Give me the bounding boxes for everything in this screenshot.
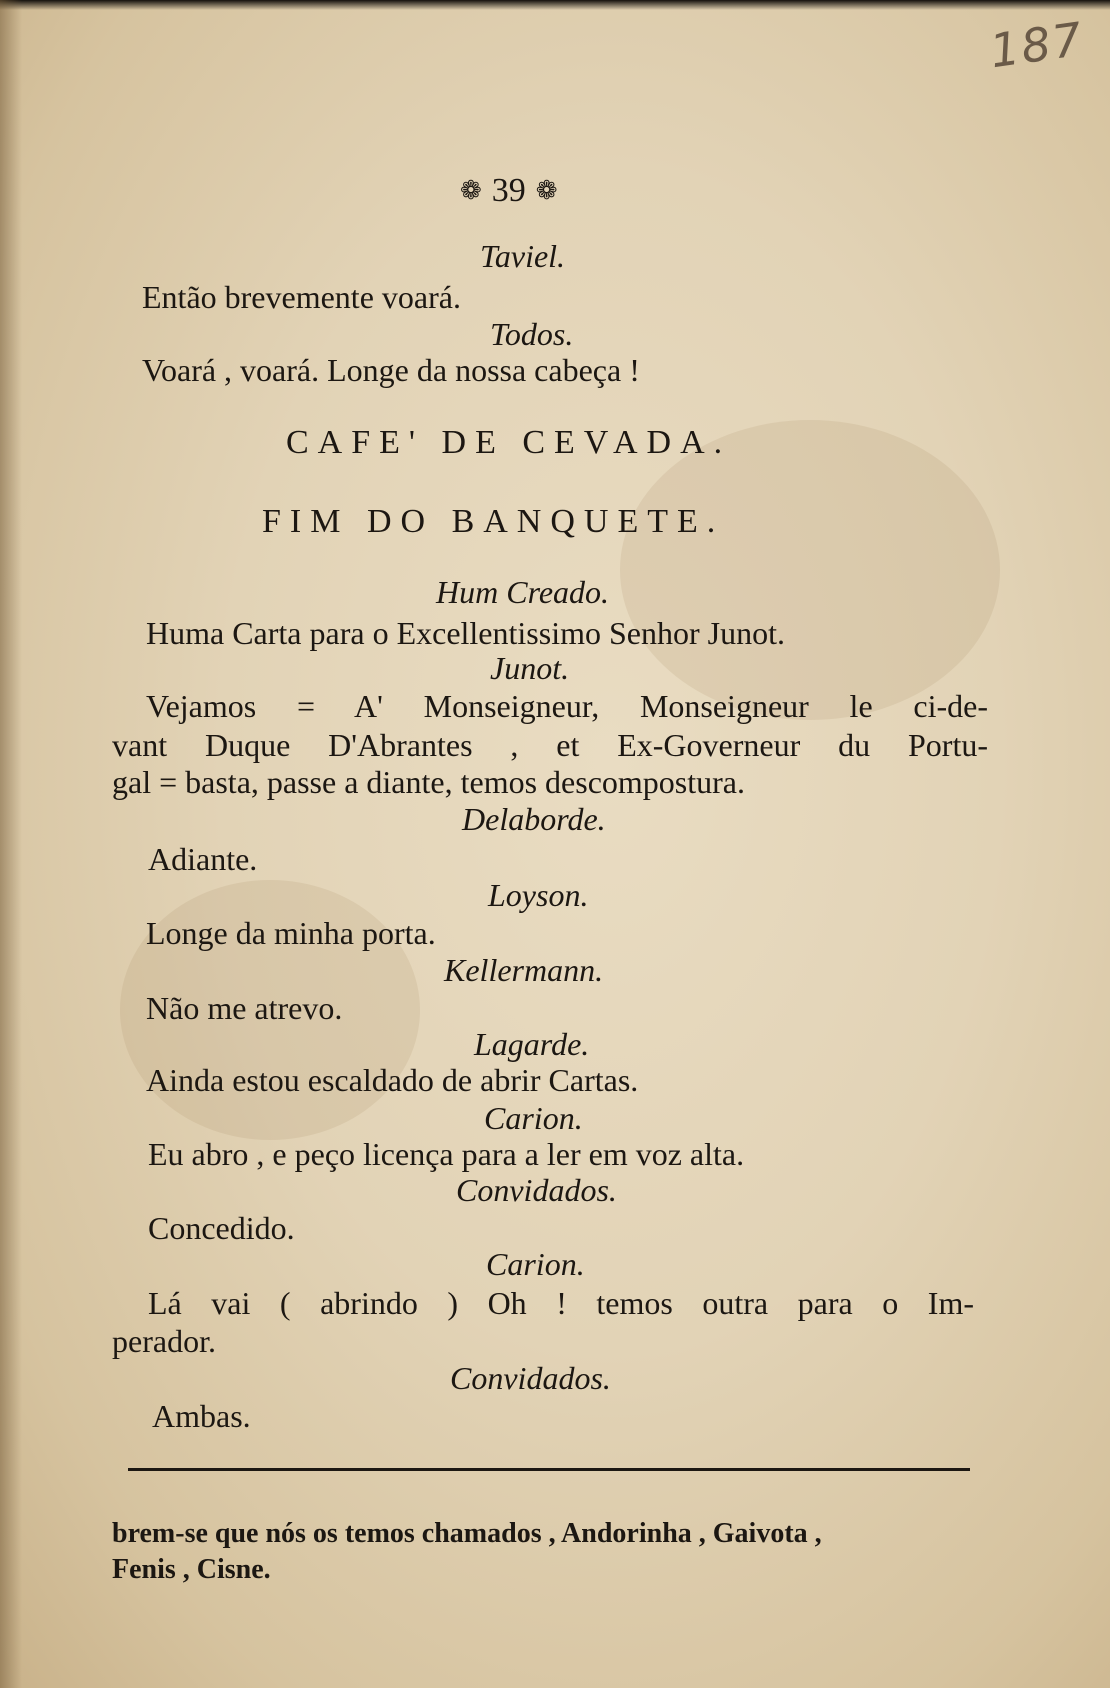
left-ornament-icon: ❁ — [460, 176, 482, 205]
footnote-line: brem-se que nós os temos chamados , Andorinha , Gaivota , — [112, 1518, 822, 1549]
speaker-name: Hum Creado. — [436, 574, 610, 610]
speaker-name: Taviel. — [480, 238, 566, 274]
section-heading: FIM DO BANQUETE. — [262, 503, 725, 540]
speaker-name: Kellermann. — [444, 952, 604, 988]
footnote-rule — [128, 1468, 970, 1471]
page-number-header — [460, 172, 558, 210]
speaker-name: Convidados. — [450, 1360, 611, 1396]
dialogue-line: perador. — [112, 1323, 216, 1359]
dialogue-line: Ainda estou escaldado de abrir Cartas. — [146, 1062, 639, 1098]
dialogue-line: Vejamos = A' Monseigneur, Monseigneur le ci-de- — [146, 688, 988, 724]
dialogue-line: Não me atrevo. — [146, 990, 343, 1026]
speaker-name: Convidados. — [456, 1172, 617, 1208]
speaker-name: Todos. — [490, 316, 574, 352]
speaker-name: Junot. — [490, 650, 570, 686]
dialogue-line: Ambas. — [152, 1398, 251, 1434]
binding-shadow — [0, 0, 22, 1688]
dialogue-line: Concedido. — [148, 1210, 295, 1246]
dialogue-line: vant Duque D'Abrantes , et Ex-Governeur du Portu- — [112, 727, 988, 763]
paper-stain — [620, 420, 1000, 720]
dialogue-line: Huma Carta para o Excellentissimo Senhor Junot. — [146, 615, 785, 651]
speaker-name: Delaborde. — [462, 801, 606, 837]
page-top-shadow — [0, 0, 1110, 10]
footnote-line: Fenis , Cisne. — [112, 1554, 271, 1585]
speaker-name: Carion. — [486, 1246, 585, 1282]
section-heading: CAFE' DE CEVADA. — [286, 424, 732, 461]
speaker-name: Lagarde. — [474, 1026, 590, 1062]
dialogue-line: Então brevemente voará. — [142, 279, 461, 315]
dialogue-line: Lá vai ( abrindo ) Oh ! temos outra para o Im- — [148, 1285, 974, 1321]
speaker-name: Carion. — [484, 1100, 583, 1136]
dialogue-line: Eu abro , e peço licença para a ler em voz alta. — [148, 1136, 745, 1172]
page-number: 39 — [491, 172, 526, 209]
dialogue-line: gal = basta, passe a diante, temos descompostura. — [112, 764, 745, 800]
speaker-name: Loyson. — [488, 877, 589, 913]
right-ornament-icon: ❁ — [535, 176, 558, 205]
dialogue-line: Adiante. — [148, 841, 258, 877]
dialogue-line: Voará , voará. Longe da nossa cabeça ! — [142, 352, 640, 388]
handwritten-folio-number: 187 — [986, 11, 1088, 79]
dialogue-line: Longe da minha porta. — [146, 915, 436, 951]
